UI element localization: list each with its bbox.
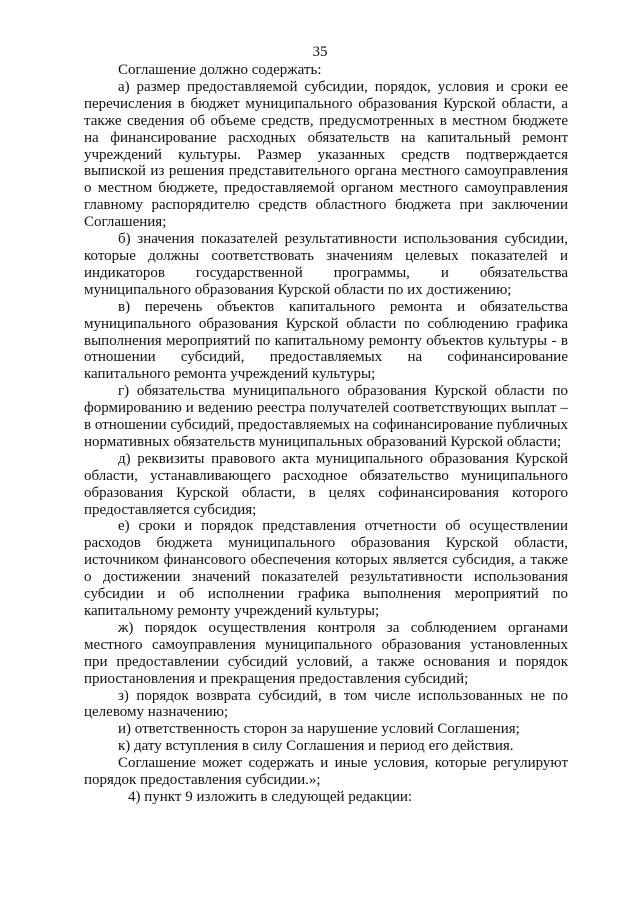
paragraph-item-v: в) перечень объектов капитального ремонта и обязательства муниципального образования Курской области по соблюдению графика выполнения мероприятий по капитальному ремонту объектов культуры - в отношении субсидий, предоставляемых на софинансирование капитального ремонта учреждений культуры; bbox=[84, 298, 568, 383]
paragraph-item-e: е) сроки и порядок представления отчетности об осуществлении расходов бюджета муниципального образования Курской области, источником финансового обеспечения которых является субсидия, а также о достижении значений показателей результативности использования субсидии и об исполнении графика выполнения мероприятий по капитальному ремонту учреждений культуры; bbox=[84, 518, 568, 619]
document-body bbox=[84, 62, 568, 806]
page-number: 35 bbox=[312, 44, 328, 60]
paragraph-item-i: и) ответственность сторон за нарушение условий Соглашения; bbox=[118, 721, 520, 738]
paragraph-item-g: г) обязательства муниципального образования Курской области по формированию и ведению реестра получателей соответствующих выплат – в отношении субсидий, предоставляемых на софинансирование публичных нормативных обязательств муниципальных образований Курской области; bbox=[84, 383, 568, 450]
paragraph-item-a: а) размер предоставляемой субсидии, порядок, условия и сроки ее перечисления в бюджет муниципального образования Курской области, а также сведения об объеме средств, предусмотренных в местном бюджете на финансирование расходных обязательств на капитальный ремонт учреждений культуры. Размер указанных средств подтверждается выпиской из решения представительного органа местного самоуправления о местном бюджете, предоставляемой органом местного самоуправления главному распорядителю средств областного бюджета при заключении Соглашения; bbox=[84, 78, 568, 231]
paragraph-item-b: б) значения показателей результативности использования субсидии, которые должны соответствовать значениям целевых показателей и индикаторов государственной программы, и обязательства муниципального образования Курской области по их достижению; bbox=[84, 231, 568, 298]
paragraph-item-4: 4) пункт 9 изложить в следующей редакции: bbox=[128, 788, 413, 805]
paragraph-other-conditions: Соглашение может содержать и иные условия, которые регулируют порядок предоставления субсидии.»; bbox=[84, 755, 568, 789]
paragraph-intro: Соглашение должно содержать: bbox=[118, 62, 322, 78]
paragraph-item-zh: ж) порядок осуществления контроля за соблюдением органами местного самоуправления муниципального образования установленных при предоставлении субсидий условий, а также основания и порядок приостановления и прекращения предоставления субсидий; bbox=[84, 619, 568, 687]
paragraph-item-z: з) порядок возврата субсидий, в том числе использованных не по целевому назначению; bbox=[84, 687, 568, 721]
paragraph-item-k: к) дату вступления в силу Соглашения и период его действия. bbox=[118, 738, 514, 755]
paragraph-item-d: д) реквизиты правового акта муниципального образования Курской области, устанавливающего расходное обязательство муниципального образования Курской области, в целях софинансирования которого предоставляется субсидия; bbox=[84, 450, 568, 518]
